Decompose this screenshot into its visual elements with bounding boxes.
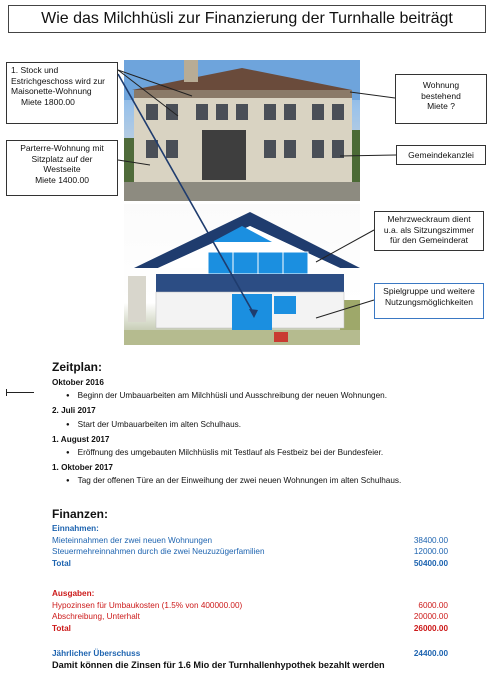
callout-stock-line: Estrichgeschoss wird zur (11, 75, 106, 86)
ueberschuss-row (52, 648, 448, 660)
ausgaben-row-label: Hypozinsen für Umbaukosten (1.5% von 400000.00) (52, 600, 243, 610)
callout-parterre (6, 140, 118, 196)
ausgaben-row (52, 600, 448, 612)
callout-stock-line: Maisonette-Wohnung (11, 86, 92, 96)
callout-spielgruppe-line: Nutzungsmöglichkeiten (385, 296, 473, 307)
zeitplan-date: 1. Oktober 2017 (52, 463, 113, 473)
zeitplan-heading: Zeitplan: (52, 360, 102, 374)
zeitplan-item: ● Eröffnung des umgebauten Milchhüslis mit Testlauf als Festbeiz bei der Bundesfeier. (52, 446, 472, 461)
zeitplan-list (52, 376, 472, 490)
callout-wohnung-line: Wohnung (422, 80, 460, 90)
ausgaben-row-value: 20000.00 (413, 612, 448, 621)
zeitplan-date: Oktober 2016 (52, 378, 104, 387)
einnahmen-section (52, 523, 448, 569)
finanzen-heading: Finanzen: (52, 507, 108, 521)
callout-gemeindekanzlei: Gemeindekanzlei (396, 145, 486, 165)
ueberschuss-label: Jährlicher Überschuss (52, 649, 141, 658)
einnahmen-total-value: 50400.00 (413, 558, 448, 568)
einnahmen-row (52, 546, 448, 558)
ausgaben-section (52, 588, 448, 634)
einnahmen-row (52, 535, 448, 547)
zeitplan-item: ● Start der Umbauarbeiten im alten Schulhaus. (52, 418, 472, 433)
callout-parterre-line: Sitzplatz auf der (31, 153, 93, 164)
einnahmen-total-label: Total (52, 558, 71, 568)
ausgaben-row-label: Abschreibung, Unterhalt (52, 612, 140, 621)
callout-stock-line: 1. Stock und (11, 65, 59, 75)
callout-mehrzweck-line: u.a. als Sitzungszimmer (383, 224, 475, 235)
callout-wohnung (395, 74, 487, 124)
callout-stock-line: Miete 1800.00 (21, 96, 75, 107)
ausgaben-row-value: 6000.00 (418, 600, 448, 610)
callout-parterre-line: Westseite (43, 164, 81, 174)
callout-mehrzweckraum (374, 211, 484, 251)
ausgaben-total-label: Total (52, 623, 71, 633)
callout-wohnung-line: Miete ? (427, 101, 455, 111)
einnahmen-row-value: 12000.00 (413, 547, 448, 556)
closing-statement: Damit können die Zinsen für 1.6 Mio der Turnhallenhypothek bezahlt werden (52, 660, 385, 670)
einnahmen-row-label: Steuermehreinnahmen durch die zwei Neuzuzügerfamilien (52, 547, 265, 556)
zeitplan-date: 1. August 2017 (52, 434, 110, 444)
ueberschuss-value: 24400.00 (413, 649, 448, 658)
timeline-marker (6, 392, 34, 393)
ausgaben-row (52, 611, 448, 623)
callout-spielgruppe-line: Spielgruppe und weitere (383, 286, 475, 296)
callout-spielgruppe (374, 283, 484, 319)
ausgaben-total-value: 26000.00 (413, 623, 448, 633)
zeitplan-date: 2. Juli 2017 (52, 406, 96, 416)
zeitplan-item: ● Beginn der Umbauarbeiten am Milchhüsli und Ausschreibung der neuen Wohnungen. (52, 389, 472, 404)
einnahmen-row-label: Mieteinnahmen der zwei neuen Wohnungen (52, 535, 213, 545)
ausgaben-label: Ausgaben: (52, 589, 95, 598)
callout-stock (6, 62, 118, 124)
callout-parterre-line: Miete 1400.00 (35, 174, 89, 185)
callout-mehrzweck-line: für den Gemeinderat (390, 235, 468, 245)
callout-parterre-line: Parterre-Wohnung mit (20, 143, 104, 153)
einnahmen-total-row (52, 558, 448, 570)
ausgaben-total-row (52, 623, 448, 635)
einnahmen-label: Einnahmen: (52, 524, 99, 533)
callout-wohnung-line: bestehend (421, 90, 461, 101)
zeitplan-item: ● Tag der offenen Türe an der Einweihung der zwei neuen Wohnungen im alten Schulhaus. (52, 474, 472, 489)
callout-mehrzweck-line: Mehrzweckraum dient (387, 214, 471, 224)
page-title: Wie das Milchhüsli zur Finanzierung der Turnhalle beiträgt (8, 5, 486, 33)
einnahmen-row-value: 38400.00 (413, 535, 448, 545)
